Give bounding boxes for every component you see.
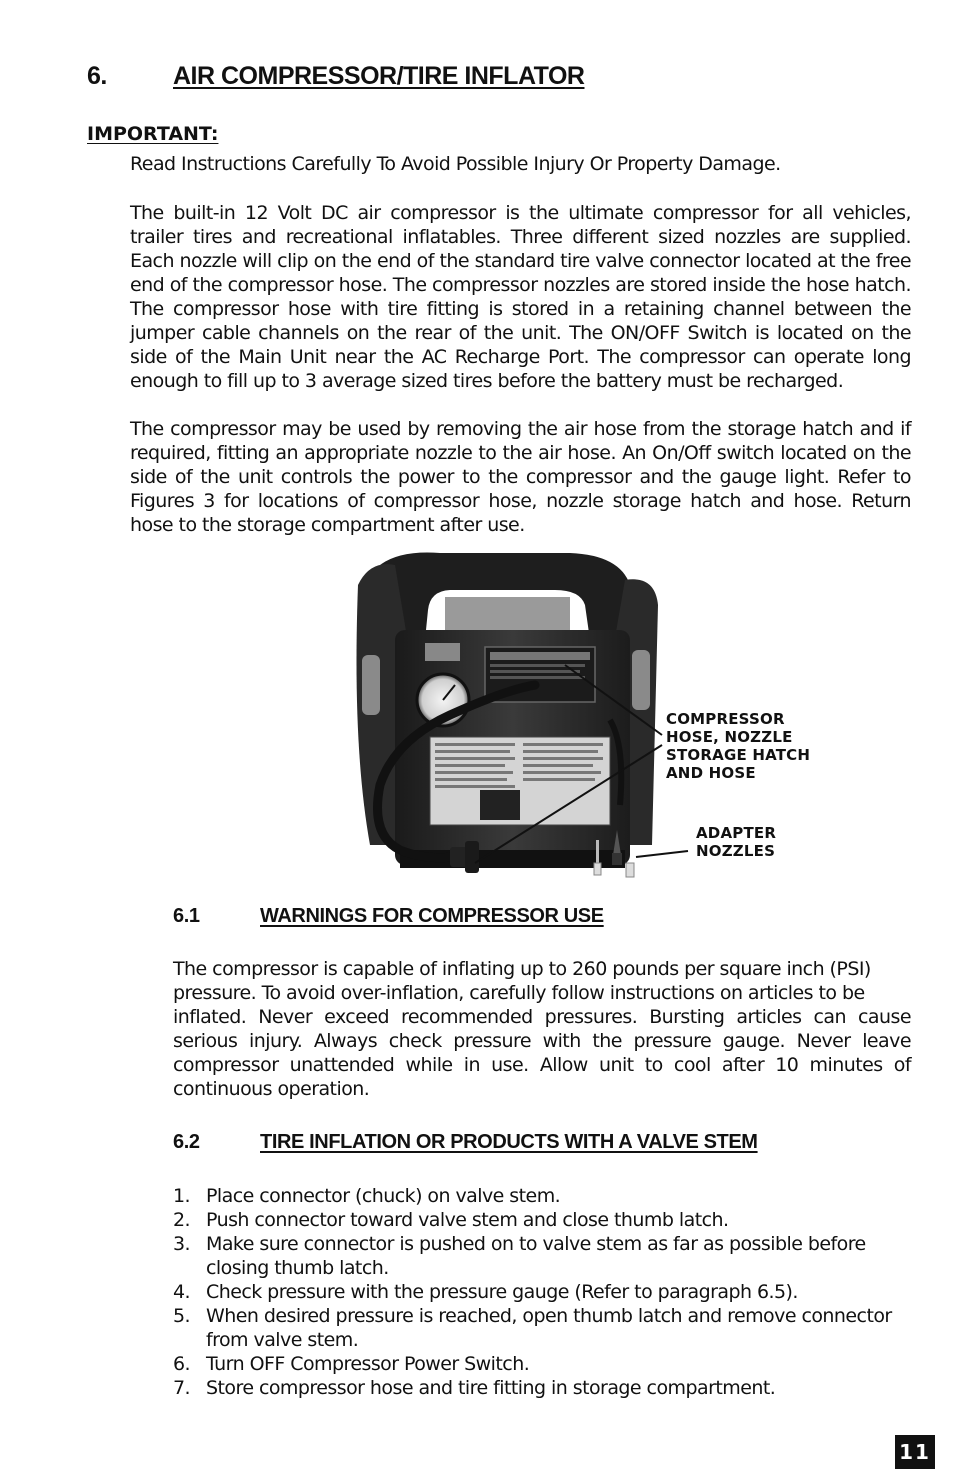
callout-compressor-hose: COMPRESSOR HOSE, NOZZLE STORAGE HATCH AND HOSE [666, 710, 811, 782]
list-item: 1. Place connector (chuck) on valve stem. [173, 1185, 561, 1207]
list-item: 5. When desired pressure is reached, open thumb latch and remove connector from valve stem. [173, 1305, 892, 1351]
callout-adapter-nozzles: ADAPTER NOZZLES [696, 824, 777, 860]
list-item: 3. Make sure connector is pushed on to valve stem as far as possible before closing thumb latch. [173, 1233, 866, 1279]
leader-line-nozzles [636, 851, 688, 857]
section-title: AIR COMPRESSOR/TIRE INFLATOR [173, 62, 585, 90]
subsection-heading-6-2: 6.2 TIRE INFLATION OR PRODUCTS WITH A VALVE STEM [173, 1131, 758, 1153]
intro-paragraph-2: The built-in 12 Volt DC air compressor is the ultimate compressor for all vehicles, trailer tires and recreational inflatables. Three different sized nozzles are supplied. Each nozzle will clip on the end of the standard tire valve connector located at the free end of the compressor hose. The compressor nozzles are stored inside the hose hatch. The compressor hose with tire fitting is stored in a retaining channel between the jumper cable channels on the rear of the unit. The ON/OFF Switch is located on the side of the Main Unit near the AC Recharge Port. The compressor can operate long enough to fill up to 3 average sized tires before the battery must be recharged. [130, 202, 911, 392]
section-number: 6. [87, 62, 107, 90]
intro-paragraph-3: The compressor may be used by removing the air hose from the storage hatch and if required, fitting an appropriate nozzle to the air hose. An On/Off switch located on the side of the unit controls the power to the compressor and the gauge light. Refer to Figures 3 for locations of compressor hose, nozzle storage hatch and hose. Return hose to the storage compartment after use. [130, 418, 911, 536]
inflation-steps-list [173, 1184, 913, 1400]
list-item: 7. Store compressor hose and tire fitting in storage compartment. [173, 1377, 776, 1399]
section-heading [87, 62, 584, 91]
gauge-light [425, 643, 460, 661]
left-grip [362, 655, 380, 715]
page-number: 11 [895, 1435, 935, 1469]
subsection-heading-6-1: 6.1 WARNINGS FOR COMPRESSOR USE [173, 905, 604, 927]
important-label: IMPORTANT: [87, 123, 219, 145]
intro-paragraph-1: Read Instructions Carefully To Avoid Possible Injury Or Property Damage. [130, 153, 781, 175]
port-panel [480, 790, 520, 820]
warnings-paragraph: The compressor is capable of inflating up to 260 pounds per square inch (PSI) pressure. To avoid over-inflation, carefully follow instructions on articles to be inflated. Never exceed recommended pressures. Bursting articles can cause serious injury. Always check pressure with the pressure gauge. Never leave compressor unattended while in use. Allow unit to cool after 10 minutes of continuous operation. [173, 958, 911, 1100]
right-grip [632, 650, 650, 710]
list-item: 6. Turn OFF Compressor Power Switch. [173, 1353, 530, 1375]
list-item: 2. Push connector toward valve stem and close thumb latch. [173, 1209, 729, 1231]
list-item: 4. Check pressure with the pressure gauge (Refer to paragraph 6.5). [173, 1281, 798, 1303]
